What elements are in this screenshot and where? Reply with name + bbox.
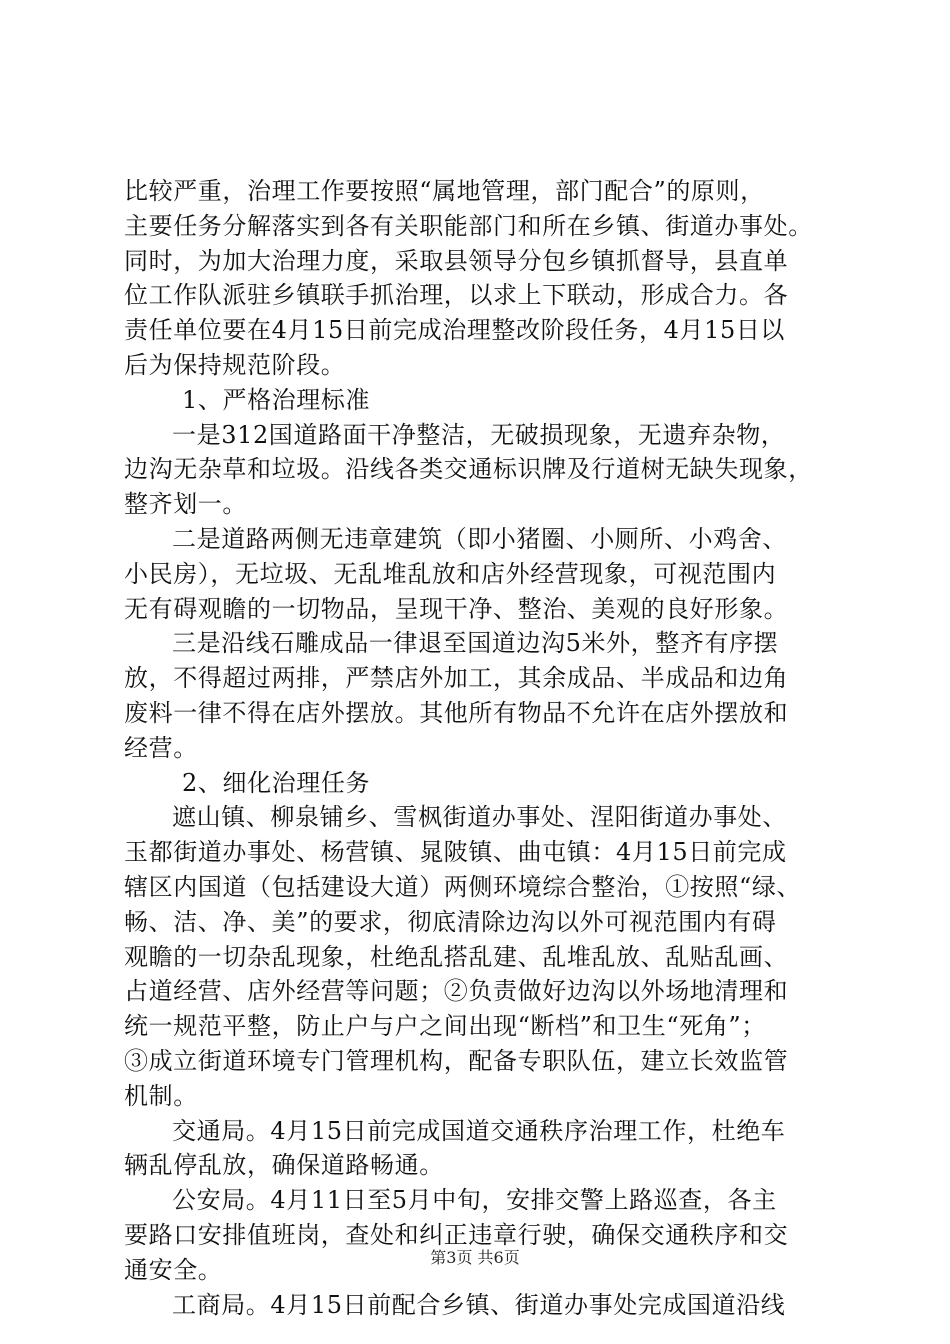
text-line: 经营。 — [124, 733, 198, 762]
text-line: 通安全。 — [124, 1255, 223, 1284]
text-line: 要路口安排值班岗，查处和纠正违章行驶，确保交通秩序和交 — [124, 1220, 789, 1249]
text-line: 三是沿线石雕成品一律退至国道边沟5米外，整齐有序摆 — [172, 629, 779, 658]
text-line: 公安局。4月11日至5月中旬，安排交警上路巡查，各主 — [172, 1186, 777, 1215]
document-body — [124, 174, 834, 1322]
text-line: 观瞻的一切杂乱现象，杜绝乱搭乱建、乱堆乱放、乱贴乱画、 — [124, 942, 789, 971]
text-line: 玉都街道办事处、杨营镇、晁陂镇、曲屯镇：4月15日前完成 — [124, 838, 787, 867]
text-line: 机制。 — [124, 1081, 198, 1110]
text-line: 二是道路两侧无违章建筑（即小猪圈、小厕所、小鸡舍、 — [172, 524, 787, 553]
text-line: 位工作队派驻乡镇联手抓治理，以求上下联动，形成合力。各 — [124, 281, 789, 310]
text-line: 辆乱停乱放，确保道路畅通。 — [124, 1151, 444, 1180]
text-line: 后为保持规范阶段。 — [124, 350, 346, 379]
text-line: 一是312国道路面干净整洁，无破损现象，无遗弃杂物， — [172, 420, 786, 449]
text-line: 交通局。4月15日前完成国道交通秩序治理工作，杜绝车 — [172, 1116, 786, 1145]
text-line: 统一规范平整，防止户与户之间出现“断档”和卫生“死角”； — [124, 1012, 766, 1041]
text-line: 工商局。4月15日前配合乡镇、街道办事处完成国道沿线 — [172, 1290, 786, 1319]
text-line: 边沟无杂草和垃圾。沿线各类交通标识牌及行道树无缺失现象， — [124, 455, 813, 484]
text-line: 主要任务分解落实到各有关职能部门和所在乡镇、街道办事处。 — [124, 211, 813, 240]
text-line: 辖区内国道（包括建设大道）两侧环境综合整治，①按照“绿、 — [124, 872, 802, 901]
section-heading: 1、严格治理标准 — [182, 385, 371, 414]
section-heading: 2、细化治理任务 — [182, 768, 371, 797]
text-line: 畅、洁、净、美”的要求，彻底清除边沟以外可视范围内有碍 — [124, 907, 777, 936]
text-line: 小民房），无垃圾、无乱堆乱放和店外经营现象，可视范围内 — [124, 559, 777, 588]
text-line: 放，不得超过两排，严禁店外加工，其余成品、半成品和边角 — [124, 664, 789, 693]
text-line: 责任单位要在4月15日前完成治理整改阶段任务，4月15日以 — [124, 316, 786, 345]
text-line: 比较严重，治理工作要按照“属地管理，部门配合”的原则， — [124, 177, 765, 205]
text-line: 遮山镇、柳泉铺乡、雪枫街道办事处、涅阳街道办事处、 — [172, 803, 787, 832]
text-line: ③成立街道环境专门管理机构，配备专职队伍，建立长效监管 — [124, 1046, 789, 1075]
text-line: 废料一律不得在店外摆放。其他所有物品不允许在店外摆放和 — [124, 698, 789, 727]
text-line: 占道经营、店外经营等问题；②负责做好边沟以外场地清理和 — [124, 977, 789, 1006]
text-line: 同时，为加大治理力度，采取县领导分包乡镇抓督导，县直单 — [124, 246, 789, 275]
text-line: 整齐划一。 — [124, 490, 247, 519]
page-footer: 第3页 共6页 — [430, 1248, 520, 1267]
text-line: 无有碍观瞻的一切物品，呈现干净、整治、美观的良好形象。 — [124, 594, 789, 623]
